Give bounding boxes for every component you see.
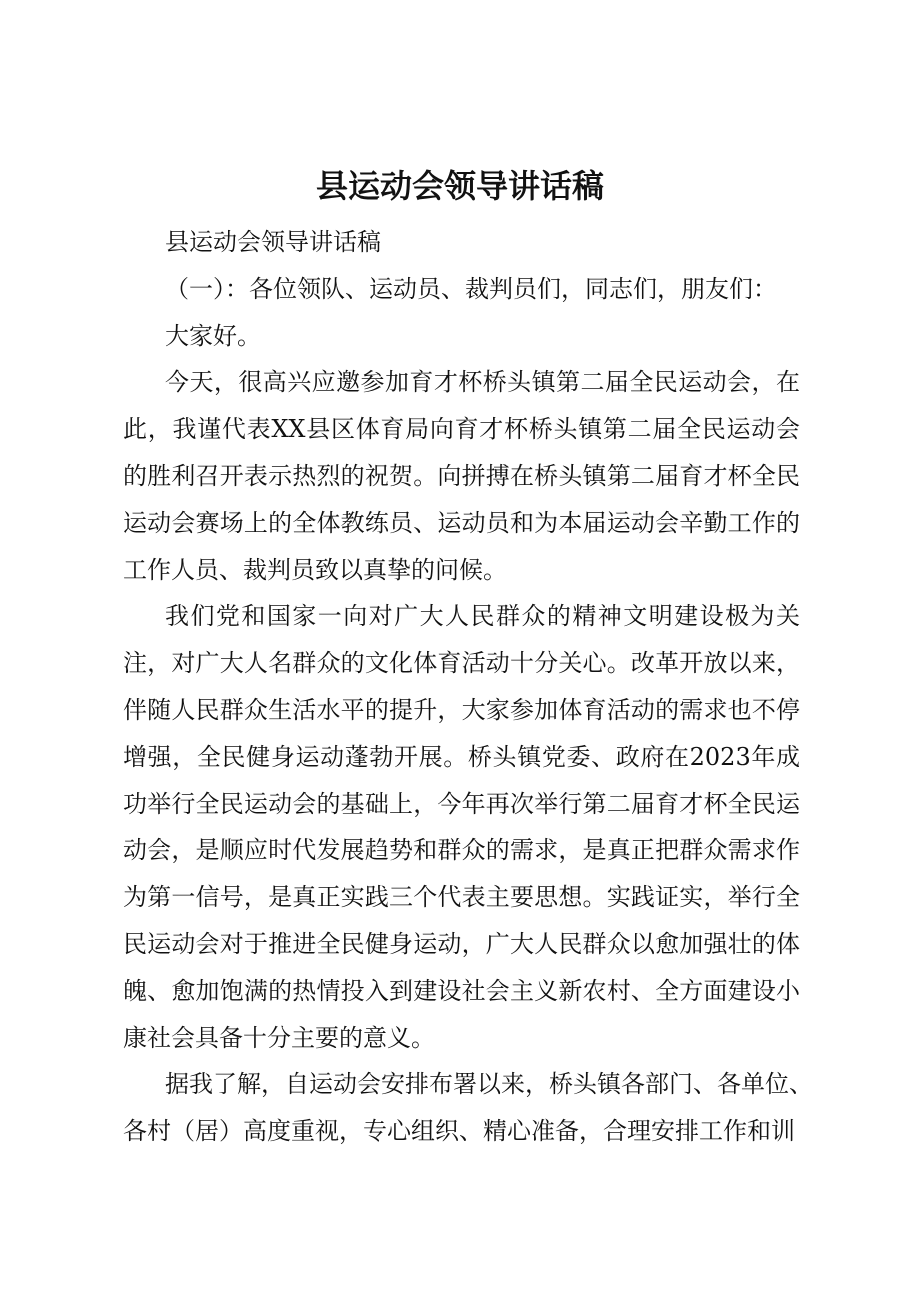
text-line: 今天，很高兴应邀参加育才杯桥头镇第二届全民运动会，在 xyxy=(165,368,800,397)
text-line: 民运动会对于推进全民健身运动，广大人民群众以愈加强壮的体 xyxy=(123,929,800,958)
paragraph xyxy=(123,1061,813,1155)
text-line: 此，我谨代表XX县区体育局向育才杯桥头镇第二届全民运动会 xyxy=(123,415,800,444)
text-line: 的胜利召开表示热烈的祝贺。向拼搏在桥头镇第二届育才杯全民 xyxy=(123,461,800,490)
text-line: 工作人员、裁判员致以真挚的问候。 xyxy=(123,555,507,584)
text-line: 大家好。 xyxy=(165,321,261,350)
text-line: 增强，全民健身运动蓬勃开展。桥头镇党委、政府在2023年成 xyxy=(123,742,800,771)
text-line: 魄、愈加饱满的热情投入到建设社会主义新农村、全方面建设小 xyxy=(123,976,800,1005)
paragraph xyxy=(123,593,800,1061)
paragraph xyxy=(123,266,800,313)
text-line: 伴随人民群众生活水平的提升，大家参加体育活动的需求也不停 xyxy=(123,695,800,724)
text-line: 各村（居）高度重视，专心组织、精心准备，合理安排工作和训 xyxy=(123,1117,795,1146)
document-body xyxy=(123,219,813,1155)
text-line: 动会，是顺应时代发展趋势和群众的需求，是真正把群众需求作 xyxy=(123,836,800,865)
text-line: 据我了解，自运动会安排布署以来，桥头镇各部门、各单位、 xyxy=(165,1070,813,1099)
text-line: 我们党和国家一向对广大人民群众的精神文明建设极为关 xyxy=(165,602,800,631)
paragraph xyxy=(123,359,800,593)
text-line: 注，对广大人名群众的文化体育活动十分关心。改革开放以来， xyxy=(123,649,800,678)
document-title: 县运动会领导讲话稿 xyxy=(315,167,604,205)
paragraph xyxy=(123,219,800,266)
text-line: 运动会赛场上的全体教练员、运动员和为本届运动会辛勤工作的 xyxy=(123,508,800,537)
text-line: （一）：各位领队、运动员、裁判员们，同志们，朋友们： xyxy=(165,274,777,303)
text-line: 康社会具备十分主要的意义。 xyxy=(123,1023,435,1052)
text-line: 为第一信号，是真正实践三个代表主要思想。实践证实，举行全 xyxy=(123,883,800,912)
text-line: 县运动会领导讲话稿 xyxy=(165,228,381,256)
text-line: 功举行全民运动会的基础上，今年再次举行第二届育才杯全民运 xyxy=(123,789,800,818)
paragraph xyxy=(123,313,800,360)
